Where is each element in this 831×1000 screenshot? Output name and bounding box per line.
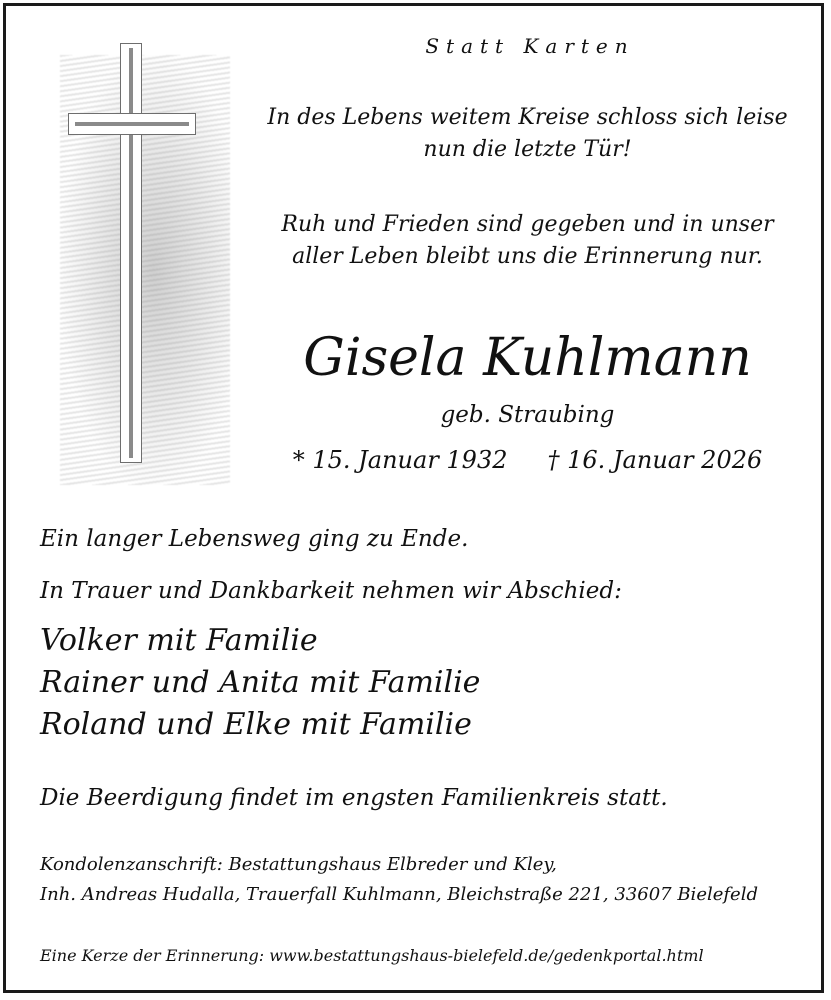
cross-horizontal-beam bbox=[68, 113, 196, 135]
candle-link-text: Eine Kerze der Erinnerung: www.bestattungshaus-bielefeld.de/gedenkportal.html bbox=[40, 946, 704, 965]
poem-stanza-2-line-2: aller Leben bleibt uns die Erinnerung nur. bbox=[292, 244, 763, 269]
cross-illustration bbox=[40, 35, 230, 475]
death-date: † 16. Januar 2026 bbox=[547, 446, 763, 474]
poem-stanza-1-line-1: In des Lebens weitem Kreise schloss sich leise bbox=[267, 105, 788, 130]
family-member-2: Rainer und Anita mit Familie bbox=[40, 665, 481, 700]
text-line-1: Ein langer Lebensweg ging zu Ende. bbox=[40, 526, 469, 552]
poem-stanza-2-line-1: Ruh und Frieden sind gegeben und in unser bbox=[281, 212, 774, 237]
condolence-line-1: Kondolenzanschrift: Bestattungshaus Elbreder und Kley, bbox=[40, 854, 557, 875]
life-dates bbox=[255, 446, 800, 474]
family-member-1: Volker mit Familie bbox=[40, 623, 318, 658]
header-statt-karten: Statt Karten bbox=[425, 34, 635, 58]
birth-date: * 15. Januar 1932 bbox=[292, 446, 508, 474]
funeral-note: Die Beerdigung findet im engsten Familienkreis statt. bbox=[40, 785, 668, 811]
deceased-name: Gisela Kuhlmann bbox=[303, 328, 752, 388]
birth-name: geb. Straubing bbox=[440, 402, 615, 428]
poem-stanza-1-line-2: nun die letzte Tür! bbox=[423, 137, 632, 162]
text-line-2: In Trauer und Dankbarkeit nehmen wir Abschied: bbox=[40, 578, 622, 604]
cross-vertical-beam bbox=[120, 43, 142, 463]
family-member-3: Roland und Elke mit Familie bbox=[40, 707, 472, 742]
condolence-line-2: Inh. Andreas Hudalla, Trauerfall Kuhlmann, Bleichstraße 221, 33607 Bielefeld bbox=[40, 884, 758, 905]
